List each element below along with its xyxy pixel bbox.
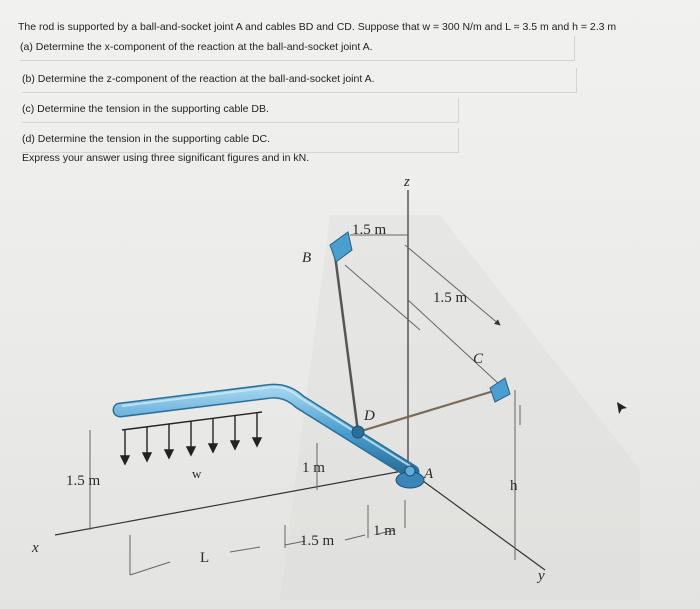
mouse-cursor-icon: [617, 402, 627, 414]
length-l-label: L: [200, 550, 210, 566]
dim-left-label: 1.5 m: [66, 473, 101, 489]
dim-mid-label: 1 m: [302, 460, 325, 476]
ring-d: [352, 426, 364, 438]
rod-support-figure: [0, 160, 700, 609]
label-a: A: [424, 466, 434, 482]
dim-top-label: 1.5 m: [352, 222, 387, 238]
load-w-label: w: [192, 466, 202, 481]
part-d-prompt: (d) Determine the tension in the supporting cable DC.: [22, 128, 459, 153]
answer-instruction: Express your answer using three significant figures and in kN.: [22, 152, 310, 164]
height-h-label: h: [510, 478, 518, 494]
dim-right-label: 1.5 m: [433, 290, 468, 306]
label-b: B: [302, 250, 312, 266]
distributed-load: [121, 412, 262, 464]
problem-statement: The rod is supported by a ball-and-socket joint A and cables BD and CD. Suppose that w = 300 N/m and L = 3.5 m and h = 2.3 m: [18, 21, 617, 33]
dim-bottom-1-label: 1.5 m: [300, 533, 335, 549]
part-b-prompt: (b) Determine the z-component of the reaction at the ball-and-socket joint A.: [22, 68, 577, 93]
dim-bottom-2-label: 1 m: [373, 523, 396, 539]
x-axis-label: x: [32, 540, 39, 556]
problem-text: [18, 20, 700, 164]
part-c-prompt: (c) Determine the tension in the supporting cable DB.: [22, 98, 459, 123]
y-axis-label: y: [538, 568, 545, 584]
z-axis-label: z: [404, 174, 410, 190]
part-a-prompt: (a) Determine the x-component of the reaction at the ball-and-socket joint A.: [20, 36, 575, 61]
label-c: C: [473, 351, 484, 367]
label-d: D: [364, 408, 375, 424]
